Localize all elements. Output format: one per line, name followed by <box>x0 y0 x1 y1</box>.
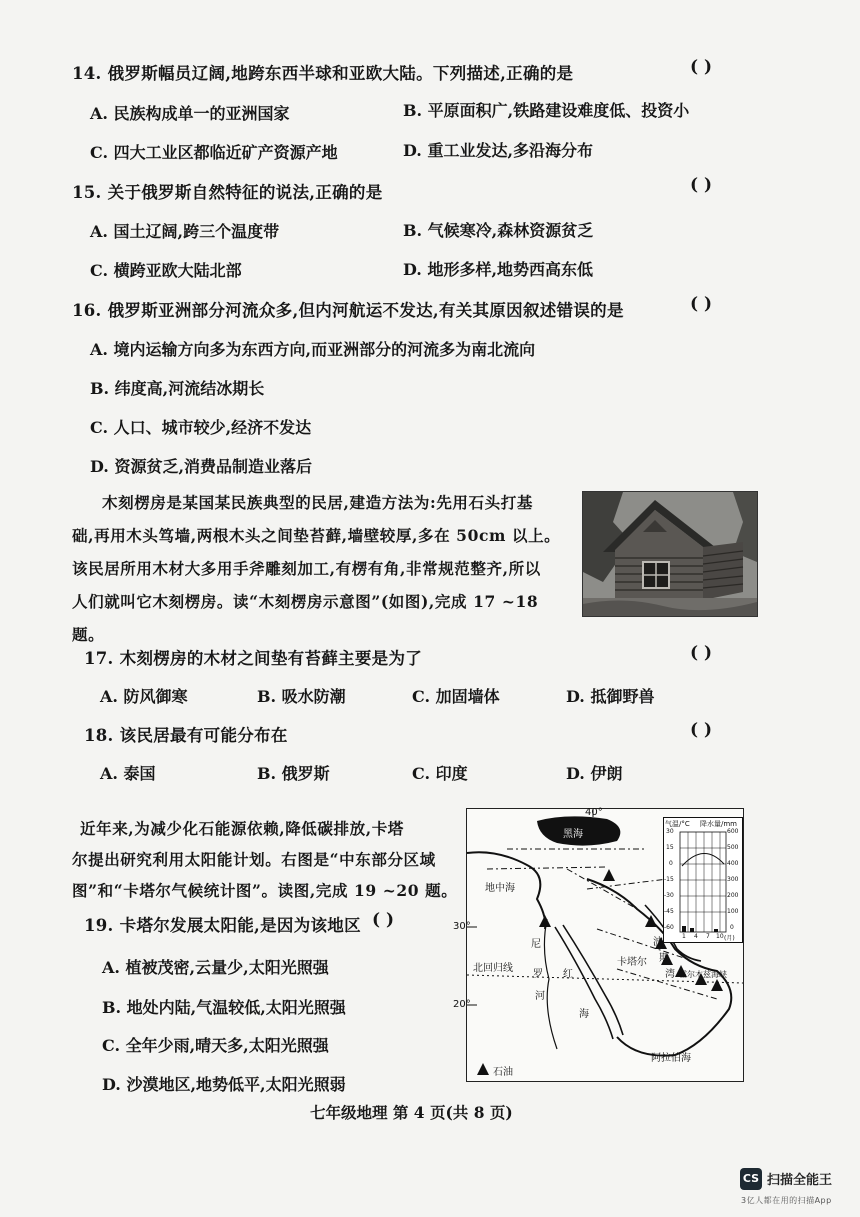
q18-option-a[interactable]: A. 泰国 <box>100 764 156 783</box>
q17-option-c[interactable]: C. 加固墙体 <box>412 687 500 706</box>
map-red-2: 海 <box>579 1009 589 1020</box>
climate-month-tick: 10 <box>716 933 724 940</box>
middle-east-map <box>453 807 744 1082</box>
climate-precip-label: 降水量/mm <box>700 820 737 828</box>
q15-option-c[interactable]: C. 横跨亚欧大陆北部 <box>90 261 242 280</box>
climate-temp-label: 气温/°C <box>665 820 690 828</box>
q18-answer-paren[interactable]: ( ) <box>690 720 713 740</box>
passage-log-house <box>72 486 572 651</box>
camscanner-name: 扫描全能王 <box>767 1173 833 1188</box>
q18-option-c[interactable]: C. 印度 <box>412 764 468 783</box>
q19-option-c[interactable]: C. 全年少雨,晴天多,太阳光照强 <box>102 1036 329 1055</box>
climate-precip-tick: 600 <box>727 828 739 835</box>
q14-stem: 14. 俄罗斯幅员辽阔,地跨东西半球和亚欧大陆。下列描述,正确的是 <box>72 64 574 83</box>
climate-month-tick: 4 <box>694 933 698 940</box>
q14-answer-paren[interactable]: ( ) <box>690 57 713 77</box>
q14-option-b[interactable]: B. 平原面积广,铁路建设难度低、投资小 <box>403 101 690 120</box>
climate-month-tick: (月) <box>724 935 735 942</box>
map-gulf-3: 湾 <box>665 969 675 980</box>
map-lat-20: 20° <box>453 999 471 1010</box>
climate-temp-tick: -60 <box>664 924 674 931</box>
map-arabian-sea: 阿拉伯海 <box>651 1053 691 1064</box>
q14-option-d[interactable]: D. 重工业发达,多沿海分布 <box>403 141 594 160</box>
q19-option-b[interactable]: B. 地处内陆,气温较低,太阳光照强 <box>102 998 346 1017</box>
q17-option-a[interactable]: A. 防风御寒 <box>100 687 188 706</box>
q14-option-c[interactable]: C. 四大工业区都临近矿产资源产地 <box>90 143 338 162</box>
page-footer: 七年级地理 第 4 页(共 8 页) <box>310 1103 513 1122</box>
q19-option-a[interactable]: A. 植被茂密,云量少,太阳光照强 <box>102 958 329 977</box>
climate-temp-tick: 30 <box>666 828 674 835</box>
map-hormuz: 霍尔木兹海峡 <box>679 970 727 979</box>
climate-temp-tick: -45 <box>664 908 674 915</box>
climate-precip-tick: 300 <box>727 876 739 883</box>
log-house-illustration <box>583 492 757 616</box>
q17-stem: 17. 木刻楞房的木材之间垫有苔藓主要是为了 <box>84 649 423 668</box>
passage-log-house-line: 人们就叫它木刻楞房。读“木刻楞房示意图”(如图),完成 17 ~18 题。 <box>72 592 539 644</box>
map-gulf-2: 斯 <box>659 953 669 964</box>
q17-option-d[interactable]: D. 抵御野兽 <box>566 687 655 706</box>
q18-stem: 18. 该民居最有可能分布在 <box>84 726 288 745</box>
climate-precip-tick: 100 <box>727 908 739 915</box>
q17-option-b[interactable]: B. 吸水防潮 <box>257 687 346 706</box>
q17-answer-paren[interactable]: ( ) <box>690 643 713 663</box>
q19-stem: 19. 卡塔尔发展太阳能,是因为该地区 <box>84 916 361 935</box>
climate-month-tick: 7 <box>706 933 710 940</box>
climate-month-tick: 1 <box>682 933 686 940</box>
climate-precip-tick: 0 <box>730 924 734 931</box>
map-qatar: 卡塔尔 <box>617 957 647 968</box>
q19-option-d[interactable]: D. 沙漠地区,地势低平,太阳光照弱 <box>102 1075 346 1094</box>
climate-precip-tick: 500 <box>727 844 739 851</box>
q16-option-d[interactable]: D. 资源贫乏,消费品制造业落后 <box>90 457 313 476</box>
climate-temp-tick: 15 <box>666 844 674 851</box>
map-black-sea: 黑海 <box>563 829 583 840</box>
climate-precip-tick: 200 <box>727 892 739 899</box>
q15-option-d[interactable]: D. 地形多样,地势西高东低 <box>403 260 594 279</box>
passage-log-house-line: 木刻楞房是某国某民族典型的民居,建造方法为:先用石头打基 <box>102 493 533 512</box>
log-house-photo <box>582 491 758 617</box>
map-mediterranean: 地中海 <box>485 883 515 894</box>
q15-option-a[interactable]: A. 国土辽阔,跨三个温度带 <box>90 222 280 241</box>
passage-qatar-line: 近年来,为减少化石能源依赖,降低碳排放,卡塔 <box>80 819 404 838</box>
map-tropic: 北回归线 <box>473 963 513 974</box>
q14-option-a[interactable]: A. 民族构成单一的亚洲国家 <box>90 104 290 123</box>
q18-option-d[interactable]: D. 伊朗 <box>566 764 623 783</box>
map-red-1: 红 <box>563 969 573 980</box>
q16-option-b[interactable]: B. 纬度高,河流结冰期长 <box>90 379 265 398</box>
q16-option-c[interactable]: C. 人口、城市较少,经济不发达 <box>90 418 312 437</box>
q15-answer-paren[interactable]: ( ) <box>690 175 713 195</box>
climate-temp-tick: -15 <box>664 876 674 883</box>
q18-option-b[interactable]: B. 俄罗斯 <box>257 764 330 783</box>
q16-answer-paren[interactable]: ( ) <box>690 294 713 314</box>
q19-answer-paren[interactable]: ( ) <box>372 910 395 930</box>
passage-qatar-solar <box>72 813 462 906</box>
map-nile-3: 河 <box>535 991 545 1002</box>
climate-temp-tick: 0 <box>669 860 673 867</box>
qatar-climate-chart <box>663 817 743 943</box>
map-gulf-1: 波 <box>653 937 663 948</box>
climate-precip-tick: 400 <box>727 860 739 867</box>
map-lat-40: 40° <box>585 807 603 818</box>
camscanner-tagline: 3亿人都在用的扫描App <box>741 1196 832 1205</box>
q15-stem: 15. 关于俄罗斯自然特征的说法,正确的是 <box>72 183 383 202</box>
passage-qatar-line: 尔提出研究利用太阳能计划。右图是“中东部分区域 <box>72 850 436 869</box>
map-lat-30: 30° <box>453 921 471 932</box>
map-oil-legend: 石油 <box>493 1067 513 1078</box>
climate-temp-tick: -30 <box>664 892 674 899</box>
passage-log-house-line: 该民居所用木材大多用手斧雕刻加工,有楞有角,非常规范整齐,所以 <box>72 559 541 578</box>
camscanner-logo: CS <box>740 1168 762 1190</box>
q15-option-b[interactable]: B. 气候寒冷,森林资源贫乏 <box>403 221 594 240</box>
passage-log-house-line: 础,再用木头笃墙,两根木头之间垫苔藓,墙壁较厚,多在 50cm 以上。 <box>72 526 561 545</box>
map-nile-2: 罗 <box>533 969 543 980</box>
q16-stem: 16. 俄罗斯亚洲部分河流众多,但内河航运不发达,有关其原因叙述错误的是 <box>72 301 624 320</box>
map-nile-1: 尼 <box>531 939 541 950</box>
q16-option-a[interactable]: A. 境内运输方向多为东西方向,而亚洲部分的河流多为南北流向 <box>90 340 536 359</box>
passage-qatar-line: 图”和“卡塔尔气候统计图”。读图,完成 19 ~20 题。 <box>72 881 458 900</box>
